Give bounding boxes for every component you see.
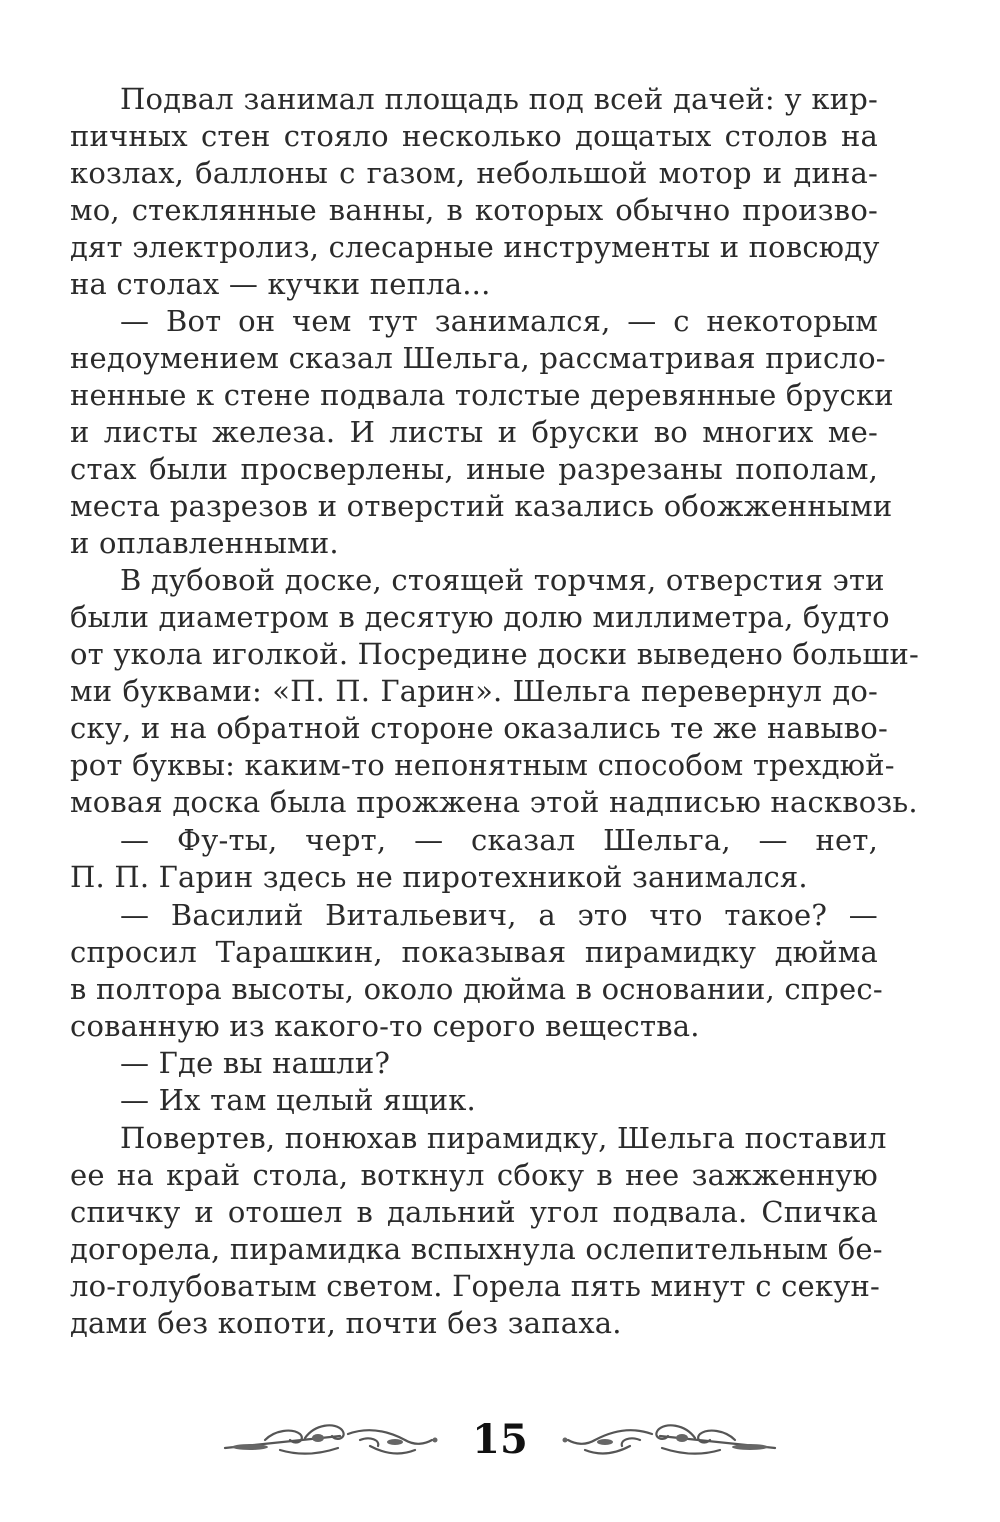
page-number: 15 [472, 1416, 528, 1463]
text-line: П. П. Гарин здесь не пиротехникой занимался. [70, 860, 808, 894]
text-line: спросил Тарашкин, показывая пирамидку дюйма [70, 935, 878, 969]
text-line: ску, и на обратной стороне оказались те же навыво- [70, 711, 888, 745]
text-line: Повертев, понюхав пирамидку, Шельга поставил [120, 1121, 887, 1155]
text-line: рот буквы: каким-то непонятным способом трехдюй- [70, 748, 895, 782]
text-line: недоумением сказал Шельга, рассматривая присло- [70, 341, 886, 375]
text-line: спичку и отошел в дальний угол подвала. Спичка [70, 1195, 878, 1229]
text-line: — Их там целый ящик. [120, 1083, 476, 1117]
page-footer [220, 1410, 780, 1490]
text-line: и листы железа. И листы и бруски во многих ме- [70, 415, 878, 449]
text-line: — Василий Витальевич, а это что такое? — [120, 898, 878, 932]
text-line: — Вот он чем тут занимался, — с некоторым [120, 304, 878, 338]
text-line: пичных стен стояло несколько дощатых столов на [70, 119, 878, 153]
text-line: козлах, баллоны с газом, небольшой мотор и дина- [70, 156, 878, 190]
text-line: сованную из какого-то серого вещества. [70, 1009, 700, 1043]
text-line: ненные к стене подвала толстые деревянные бруски [70, 378, 894, 412]
text-line: от укола иголкой. Посредине доски выведено больши- [70, 637, 920, 671]
text-line: дят электролиз, слесарные инструменты и повсюду [70, 230, 880, 264]
text-line: догорела, пирамидка вспыхнула ослепительным бе- [70, 1232, 883, 1266]
text-line: ми буквами: «П. П. Гарин». Шельга перевернул до- [70, 674, 878, 708]
text-line: Подвал занимал площадь под всей дачей: у кир- [120, 82, 878, 116]
text-line: в полтора высоты, около дюйма в основании, спрес- [70, 972, 883, 1006]
text-line: стах были просверлены, иные разрезаны пополам, [70, 452, 878, 486]
text-line: дами без копоти, почти без запаха. [70, 1306, 622, 1340]
text-line: — Где вы нашли? [120, 1046, 391, 1080]
text-line: мовая доска была прожжена этой надписью насквозь. [70, 785, 918, 819]
text-line: были диаметром в десятую долю миллиметра, будто [70, 600, 890, 634]
text-line: мо, стеклянные ванны, в которых обычно произво- [70, 193, 878, 227]
text-line: места разрезов и отверстий казались обожженными [70, 489, 893, 523]
text-line: ло-голубоватым светом. Горела пять минут с секун- [70, 1269, 880, 1303]
text-line: В дубовой доске, стоящей торчмя, отверстия эти [120, 563, 885, 597]
text-line: и оплавленными. [70, 526, 339, 560]
right-ornament-icon [550, 1410, 780, 1470]
text-line: — Фу-ты, черт, — сказал Шельга, — нет, [120, 823, 878, 857]
text-line: на столах — кучки пепла... [70, 267, 491, 301]
text-line: ее на край стола, воткнул сбоку в нее зажженную [70, 1158, 878, 1192]
